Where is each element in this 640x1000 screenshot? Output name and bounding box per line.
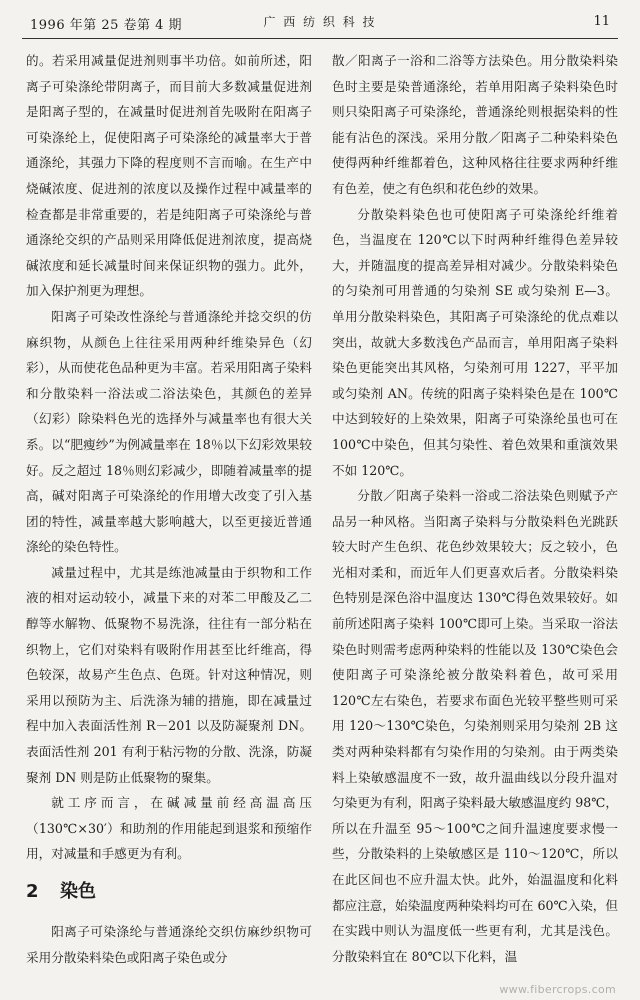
section-heading — [26, 879, 312, 905]
journal-issue: 1996 年第 25 卷第 4 期 — [30, 18, 183, 33]
paragraph: 阳离子可染改性涤纶与普通涤纶并捻交织的仿麻织物，从颜色上往往采用两种纤维染异色（幻彩），从而使花色品种更为丰富。若采用阳离子染料和分散染料一浴法或二浴法染色，其颜色的差异（幻彩）除染料色光的选择外与减量率也有很大关系。以“肥瘦纱”为例减量率在 18％以下幻彩效果较好。反之超过 18％则幻彩减少，即随着减量率的提高，碱对阳离子可染涤纶的作用增大改变了引入基团的特性，减量率越大影响越大，以至更接近普通涤纶的染色特性。 — [26, 308, 312, 555]
paragraph: 的。若采用减量促进剂则事半功倍。如前所述，阳离子可染涤纶带阴离子，而目前大多数减量促进剂是阳离子型的，在减量时促进剂首先吸附在阳离子可染涤纶上，促使阳离子可染涤纶的减量率大于普通涤纶，其强力下降的程度则不言而喻。在生产中烧碱浓度、促进剂的浓度以及操作过程中减量率的检查都是非常重要的，若是纯阳离子可染涤纶与普通涤纶交织的产品则采用降低促进剂浓度，提高烧碱浓度和延长减量时间来保证织物的强力。此外，加入保护剂更为理想。 — [26, 53, 312, 299]
paragraph: 分散染料染色也可使阳离子可染涤纶纤维着色，当温度在 120℃以下时两种纤维得色差异较大，并随温度的提高差异相对减少。分散染料染色的匀染剂可用普通的匀染剂 SE 或匀染剂 E—3。单用分散染料染色，其阳离子可染涤纶的优点难以突出，故就大多数浅色产品而言，单用阳离子染料染色更能突出其风格，匀染剂可用 1227，平平加或匀染剂 AN。传统的阳离子染料染色是在 100℃中达到较好的上染效果，阳离子可染涤纶虽也可在 100℃中染色，但其匀染性、着色效果和重演效果不如 120℃。 — [332, 206, 618, 478]
paragraph: 分散／阳离子染料一浴或二浴法染色则赋予产品另一种风格。当阳离子染料与分散染料色光跳跃较大时产生色织、花色纱效果较大；反之较小，色光相对柔和，而近年人们更喜欢后者。分散染料染色特别是深色浴中温度达 130℃得色效果较好。如前所述阳离子染料 100℃即可上染。当采取一浴法染色时则需考虑两种染料的性能以及 130℃染色会使阳离子可染涤纶被分散染料着色，故可采用 120℃左右染色，若要求布面色光较平整些则可采用 120～130℃染色，匀染剂则采用匀染剂 2B 这类对两种染料都有匀染作用的匀染剂。由于两类染料上染敏感温度不一致，故升温曲线以分段升温对匀染更为有利，阳离子染料最大敏感温度约 98℃，所以在升温至 95～100℃之间升温速度要求慢一些，分散染料的上染敏感区是 110～120℃，所以在此区间也不应升温太快。此外，始温温度和化料都应注意，始染温度两种染料均可在 60℃入染，但在实践中则认为温度低一些更有利，尤其是浅色。分散染料宜在 80℃以下化料，温 — [332, 488, 618, 964]
paragraph: 阳离子可染涤纶与普通涤纶交织仿麻纱织物可采用分散染料染色或阳离子染色或分 — [26, 924, 312, 965]
right-column — [332, 48, 618, 969]
paragraph: 就工序而言，在碱减量前经高温高压（130℃×30′）和助剂的作用能起到退浆和预缩作用，对减量和手感更为有利。 — [26, 795, 312, 862]
journal-title: 广 西 纺 织 科 技 — [263, 15, 377, 29]
left-column — [26, 48, 312, 970]
watermark: www.fibercrops.com — [499, 983, 616, 996]
paragraph: 减量过程中，尤其是练池减量由于织物和工作液的相对运动较小，减量下来的对苯二甲酸及乙二醇等水解物、低聚物不易洗涤，往往有一部分粘在织物上，它们对染料有吸附作用甚至比纤维高，得色较深，故易产生色点、色斑。针对这种情况，则采用以预防为主、后洗涤为辅的措施，即在减量过程中加入表面活性剂 R－201 以及防凝聚剂 DN。表面活性剂 201 有利于粘污物的分散、洗涤，防凝聚剂 DN 则是防止低聚物的聚集。 — [26, 564, 312, 785]
page-number: 11 — [593, 14, 610, 29]
page-header — [0, 0, 640, 40]
section-number: 2 — [26, 881, 39, 902]
header-rule — [22, 38, 618, 39]
paragraph: 散／阳离子一浴和二浴等方法染色。用分散染料染色时主要是染普通涤纶，若单用阳离子染料染色时则只染阳离子可染涤纶，普通涤纶则根据染料的性能有沾色的深浅。采用分散／阳离子二种染料染色使得两种纤维都着色，这种风格往往要求两种纤维有色差，使之有色织和花色纱的效果。 — [332, 53, 618, 196]
section-title: 染色 — [60, 881, 96, 902]
